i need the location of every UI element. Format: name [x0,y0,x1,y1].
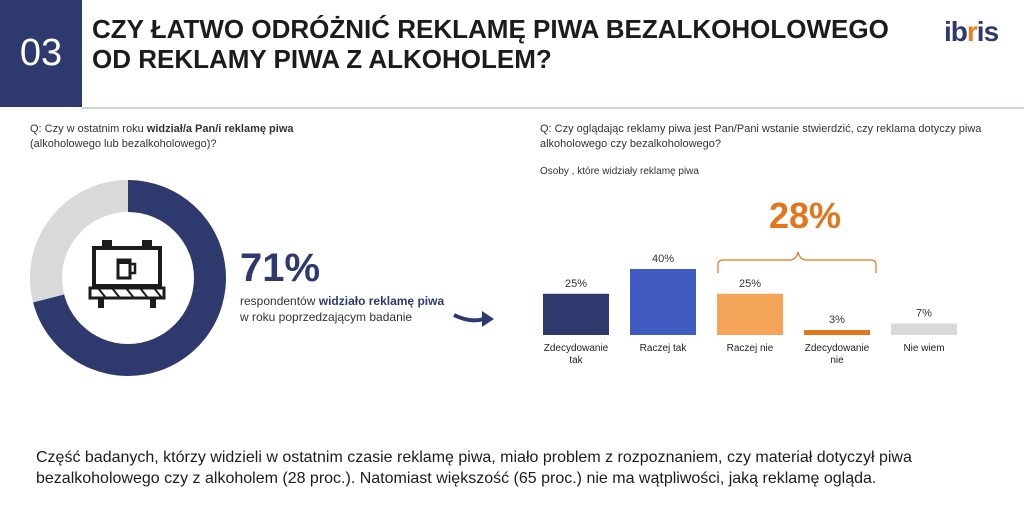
bar-value-label: 25% [738,277,762,290]
bar-category-label: nie [830,355,844,366]
left-question: Q: Czy w ostatnim roku widział/a Pan/i reklamę piwa (alkoholowego lub bezalkoholowego)? [30,123,294,150]
donut-chart [30,180,226,376]
seen-ad-description: respondentów widziało reklamę piwa w roku poprzedzającym badanie [240,294,445,324]
title-divider [82,107,1024,109]
arrow-right-icon [452,307,496,331]
title-line-2: OD REKLAMY PIWA Z ALKOHOLEM? [92,44,552,74]
bar-3 [804,330,870,335]
bar-category-label: Nie wiem [903,343,945,354]
bar-4 [891,323,957,335]
bar-value-label: 25% [564,277,588,290]
right-question: Q: Czy oglądając reklamy piwa jest Pan/Pani wstanie stwierdzić, czy reklama dotyczy piwa alkoholowego czy bezalkoholowego? [540,123,982,150]
title-line-1: CZY ŁATWO ODRÓŻNIĆ REKLAMĘ PIWA BEZALKOHOLOWEGO [92,14,889,44]
summary-text: Część badanych, którzy widzieli w ostatnim czasie reklamę piwa, miało problem z rozpoznaniem, czy materiał dotyczył piwa bezalkoholowego czy z alkoholem (28 proc.). Natomiast większość (65 proc.) nie ma wątpliwości, jaką reklamę ogląda. [36,449,912,487]
bar-category-label: Raczej nie [726,343,774,354]
bar-category-label: Zdecydowanie [804,343,870,354]
bar-value-label: 3% [829,314,845,327]
bar-value-label: 7% [916,307,932,320]
seen-ad-percentage: 71% [240,246,321,290]
bar-category-label: Zdecydowanie [543,343,609,354]
bar-1 [630,269,696,335]
bar-chart [520,180,1020,380]
bar-0 [543,294,609,335]
ibris-logo: ibris [944,16,999,47]
bar-category-label: tak [569,355,583,366]
chart-subtitle: Osoby , które widziały reklamę piwa [540,166,699,177]
uncertain-bracket [718,252,876,273]
bar-value-label: 40% [651,253,675,265]
uncertain-percentage: 28% [768,195,842,236]
page-title [92,14,942,74]
bar-category-label: Raczej tak [639,343,687,354]
bar-2 [717,294,783,335]
section-number: 03 [0,0,82,107]
